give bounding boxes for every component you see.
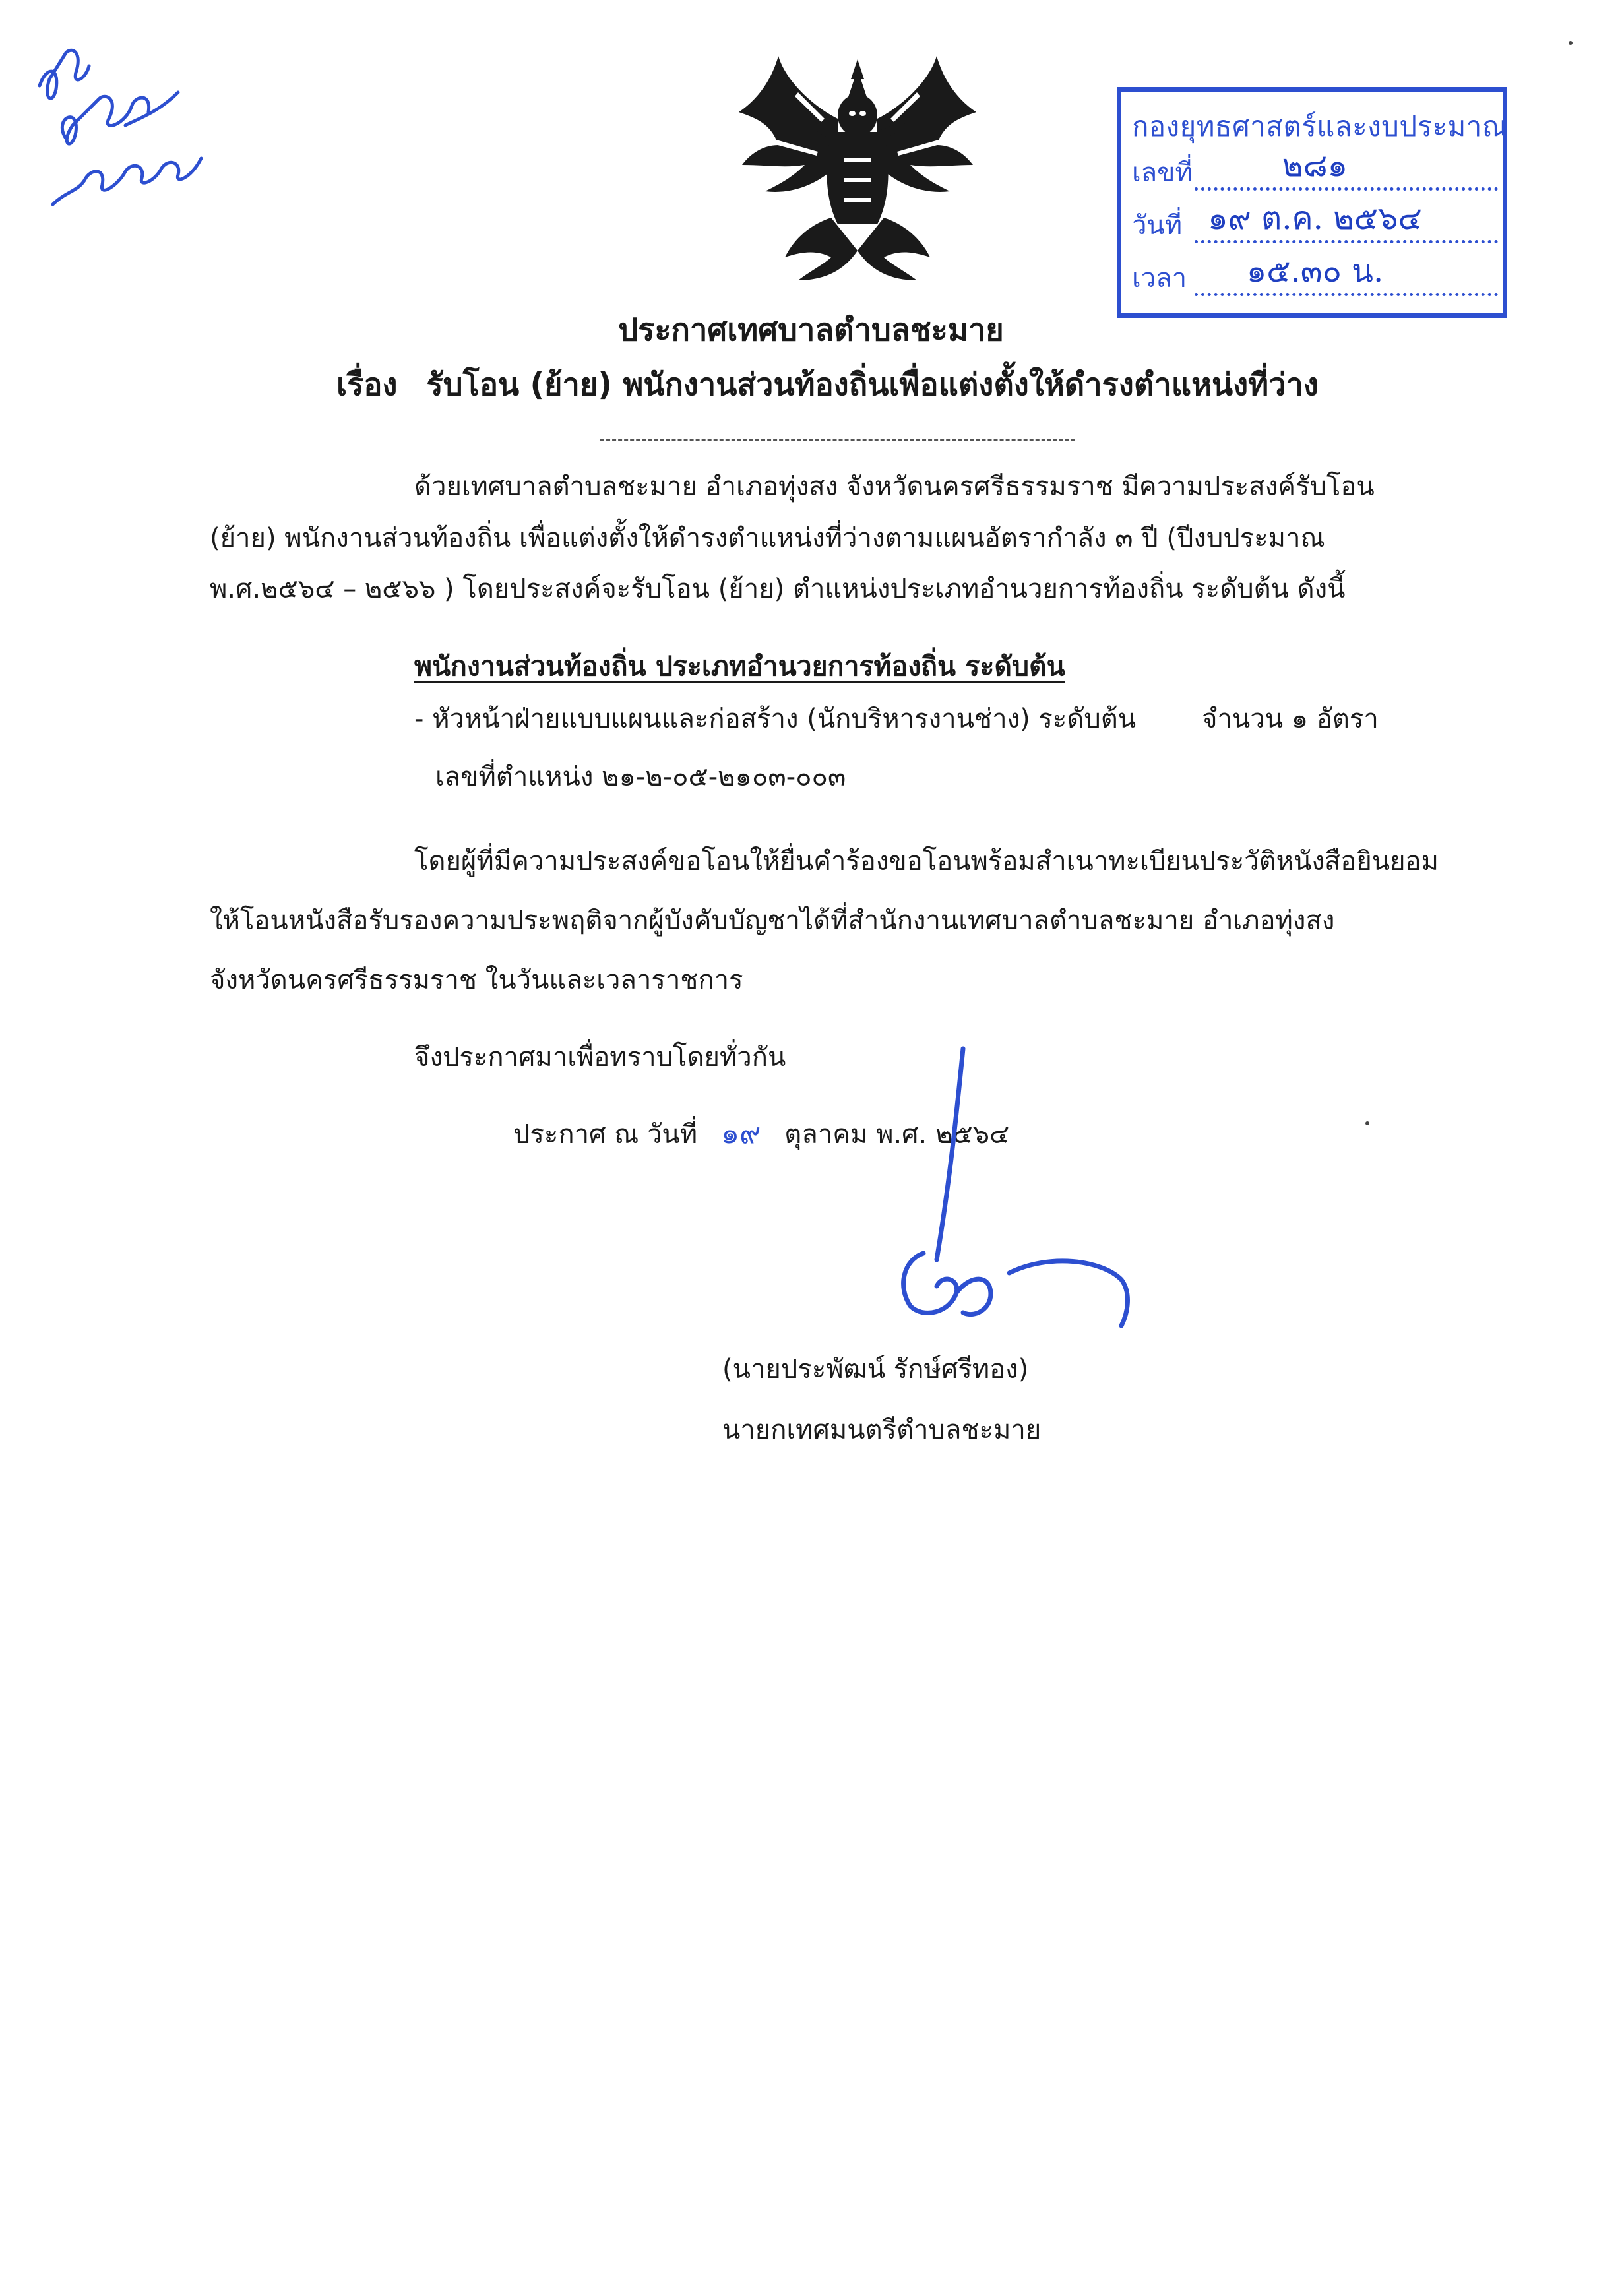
intro-line-1: ด้วยเทศบาลตำบลชะมาย อำเภอทุ่งสง จังหวัดนครศรีธรรมราช มีความประสงค์รับโอน: [414, 472, 1375, 502]
stamp-date-label: วันที่: [1132, 210, 1183, 241]
stamp-time-label: เวลา: [1132, 263, 1187, 294]
stamp-time-row: [1132, 253, 1498, 303]
scan-speck: [1569, 41, 1573, 45]
stamp-number-row: [1132, 147, 1498, 197]
position-item: [414, 697, 1379, 739]
position-item-text: - หัวหน้าฝ่ายแบบแผนและก่อสร้าง (นักบริหารงานช่าง) ระดับต้น: [414, 704, 1137, 734]
position-section-title: พนักงานส่วนท้องถิ่น ประเภทอำนวยการท้องถิ่น ระดับต้น: [414, 650, 1065, 682]
title-divider: [600, 439, 1075, 441]
intro-line-2: (ย้าย) พนักงานส่วนท้องถิ่น เพื่อแต่งตั้งให้ดำรงตำแหน่งที่ว่างตามแผนอัตรากำลัง ๓ ปี (ปีงบประมาณ: [210, 523, 1325, 553]
date-prefix: ประกาศ ณ วันที่: [513, 1119, 698, 1150]
date-day-handwritten: ๑๙: [721, 1117, 761, 1150]
stamp-number-value: ๒๘๑: [1282, 147, 1348, 184]
receipt-stamp: [1117, 87, 1507, 318]
closing-text: จึงประกาศมาเพื่อทราบโดยทั่วกัน: [414, 1042, 786, 1072]
position-item-count: จำนวน ๑ อัตรา: [1202, 704, 1379, 734]
scan-speck: [1365, 1121, 1369, 1125]
intro-line-3: พ.ศ.๒๕๖๔ – ๒๕๖๖ ) โดยประสงค์จะรับโอน (ย้าย) ตำแหน่งประเภทอำนวยการท้องถิ่น ระดับต้น ดังนี้: [210, 574, 1346, 604]
application-line-3: จังหวัดนครศรีธรรมราช ในวันและเวลาราชการ: [210, 965, 743, 995]
announcement-title: ประกาศเทศบาลตำบลชะมาย: [618, 312, 1004, 348]
garuda-emblem-icon: [732, 53, 983, 290]
stamp-time-value: ๑๕.๓๐ น.: [1246, 253, 1384, 290]
application-line-2: ให้โอนหนังสือรับรองความประพฤติจากผู้บังคับบัญชาได้ที่สำนักงานเทศบาลตำบลชะมาย อำเภอทุ่งสง: [210, 906, 1335, 936]
subject-label: เรื่อง: [336, 367, 398, 403]
stamp-date-value: ๑๙ ต.ค. ๒๕๖๔: [1208, 200, 1422, 237]
stamp-number-label: เลขที่: [1132, 158, 1193, 188]
signatory-title: นายกเทศมนตรีตำบลชะมาย: [722, 1415, 1042, 1445]
handwritten-signature: [851, 1036, 1161, 1352]
date-suffix: ตุลาคม พ.ศ. ๒๕๖๔: [784, 1119, 1010, 1150]
stamp-title: กองยุทธศาสตร์และงบประมาณ: [1132, 110, 1509, 142]
announcement-subject: [336, 359, 1319, 409]
stamp-date-row: [1132, 200, 1498, 250]
subject-text: รับโอน (ย้าย) พนักงานส่วนท้องถิ่นเพื่อแต่งตั้งให้ดำรงตำแหน่งที่ว่าง: [426, 367, 1319, 403]
handwritten-margin-note: [26, 26, 218, 224]
signatory-name: (นายประพัฒน์ รักษ์ศรีทอง): [722, 1354, 1029, 1384]
application-line-1: โดยผู้ที่มีความประสงค์ขอโอนให้ยื่นคำร้องขอโอนพร้อมสำเนาทะเบียนประวัติหนังสือยินยอม: [414, 846, 1439, 877]
position-number: เลขที่ตำแหน่ง ๒๑-๒-๐๕-๒๑๐๓-๐๐๓: [435, 762, 846, 792]
